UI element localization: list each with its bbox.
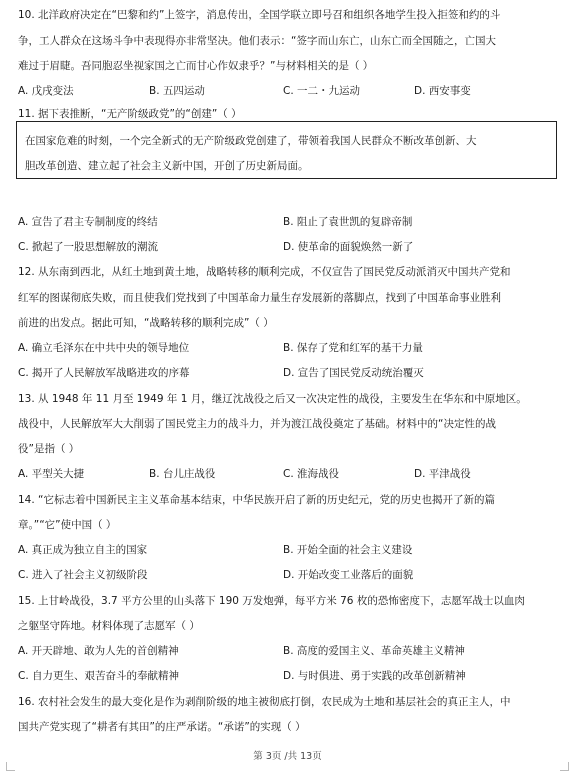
q12-stem-line-2: 红军的图谋彻底失败，而且使我们党找到了中国革命力量生存发展新的落脚点，找到了中国革命事业胜利	[18, 292, 501, 304]
q10-option-c: C. 一二・九运动	[283, 85, 361, 97]
q12-option-a: A. 确立毛泽东在中共中央的领导地位	[18, 342, 190, 354]
q12-option-d: D. 宣告了国民党反动统治覆灭	[283, 367, 424, 379]
q12-option-c: C. 揭开了人民解放军战略进攻的序幕	[18, 367, 190, 379]
q16-stem-line-2: 国共产党实现了“耕者有其田”的庄严承诺。“承诺”的实现（ ）	[18, 721, 306, 733]
q13-stem-line-2: 战役中，人民解放军大大削弱了国民党主力的战斗力，并为渡江战役奠定了基础。材料中的“决定性的战	[18, 418, 496, 430]
q11-material-line-1: 在国家危难的时刻，一个完全新式的无产阶级政党创建了，带领着我国人民群众不断改革创新、大	[25, 135, 477, 147]
q13-stem-line-1: 13. 从 1948 年 11 月至 1949 年 1 月，继辽沈战役之后又一次决定性的战役，主要发生在华东和中原地区。	[18, 393, 527, 405]
q10-stem-line-1: 10. 北洋政府决定在“巴黎和约”上签字，消息传出，全国学联立即号召和组织各地学生投入拒签和约的斗	[18, 9, 501, 21]
q15-option-b: B. 高度的爱国主义、革命英雄主义精神	[283, 645, 465, 657]
q11-option-b: B. 阻止了袁世凯的复辟帝制	[283, 216, 413, 228]
q10-option-d: D. 西安事变	[414, 85, 471, 97]
q10-stem-line-3: 难过于眉睫。吾同胞忍坐视家国之亡而甘心作奴隶乎？”与材料相关的是（ ）	[18, 60, 374, 72]
page-footer: 第 3页 /共 13页	[253, 751, 322, 762]
q13-option-d: D. 平津战役	[414, 468, 471, 480]
q12-stem-line-3: 前进的出发点。据此可知，“战略转移的顺利完成”（ ）	[18, 317, 274, 329]
q11-material-box	[16, 121, 557, 179]
q10-stem-line-2: 争，工人群众在这场斗争中表现得亦非常坚决。他们表示：“签字而山东亡，山东亡而全国随之，亡国大	[18, 35, 496, 47]
q14-option-b: B. 开始全面的社会主义建设	[283, 544, 413, 556]
q15-stem-line-1: 15. 上甘岭战役，3.7 平方公里的山头落下 190 万发炮弹，每平方米 76 枚的恐怖密度下，志愿军战士以血肉	[18, 595, 525, 607]
q15-option-a: A. 开天辟地、敢为人先的首创精神	[18, 645, 179, 657]
q11-option-c: C. 掀起了一股思想解放的潮流	[18, 241, 159, 253]
q15-option-c: C. 自力更生、艰苦奋斗的奉献精神	[18, 670, 180, 682]
q13-option-a: A. 平型关大捷	[18, 468, 85, 480]
q13-stem-line-3: 役”是指（ ）	[18, 443, 80, 455]
q12-stem-line-1: 12. 从东南到西北，从红土地到黄土地，战略转移的顺利完成，不仅宣告了国民党反动派消灭中国共产党和	[18, 266, 511, 278]
q16-stem-line-1: 16. 农村社会发生的最大变化是作为剥削阶级的地主被彻底打倒，农民成为土地和基层社会的真正主人，中	[18, 696, 511, 708]
q13-option-b: B. 台儿庄战役	[149, 468, 216, 480]
q11-option-a: A. 宣告了君主专制制度的终结	[18, 216, 158, 228]
q11-material-line-2: 胆改革创造、建立起了社会主义新中国，开创了历史新局面。	[25, 160, 309, 172]
q14-stem-line-1: 14. “它标志着中国新民主主义革命基本结束，中华民族开启了新的历史纪元，党的历史也揭开了新的篇	[18, 494, 495, 506]
q10-option-b: B. 五四运动	[149, 85, 205, 97]
q13-option-c: C. 淮海战役	[283, 468, 340, 480]
q14-stem-line-2: 章。”“它”使中国（ ）	[18, 519, 117, 531]
q15-stem-line-2: 之躯坚守阵地。材料体现了志愿军（ ）	[18, 620, 200, 632]
q12-option-b: B. 保存了党和红军的基干力量	[283, 342, 423, 354]
q14-option-a: A. 真正成为独立自主的国家	[18, 544, 148, 556]
q10-option-a: A. 戊戌变法	[18, 85, 74, 97]
q14-option-d: D. 开始改变工业落后的面貌	[283, 569, 414, 581]
q14-option-c: C. 进入了社会主义初级阶段	[18, 569, 148, 581]
q11-option-d: D. 使革命的面貌焕然一新了	[283, 241, 414, 253]
page-corner-mark-left	[6, 762, 15, 771]
q15-option-d: D. 与时俱进、勇于实践的改革创新精神	[283, 670, 466, 682]
q11-stem: 11. 据下表推断，“无产阶级政党”的“创建”（ ）	[18, 108, 242, 120]
page-corner-mark-right	[560, 762, 569, 771]
